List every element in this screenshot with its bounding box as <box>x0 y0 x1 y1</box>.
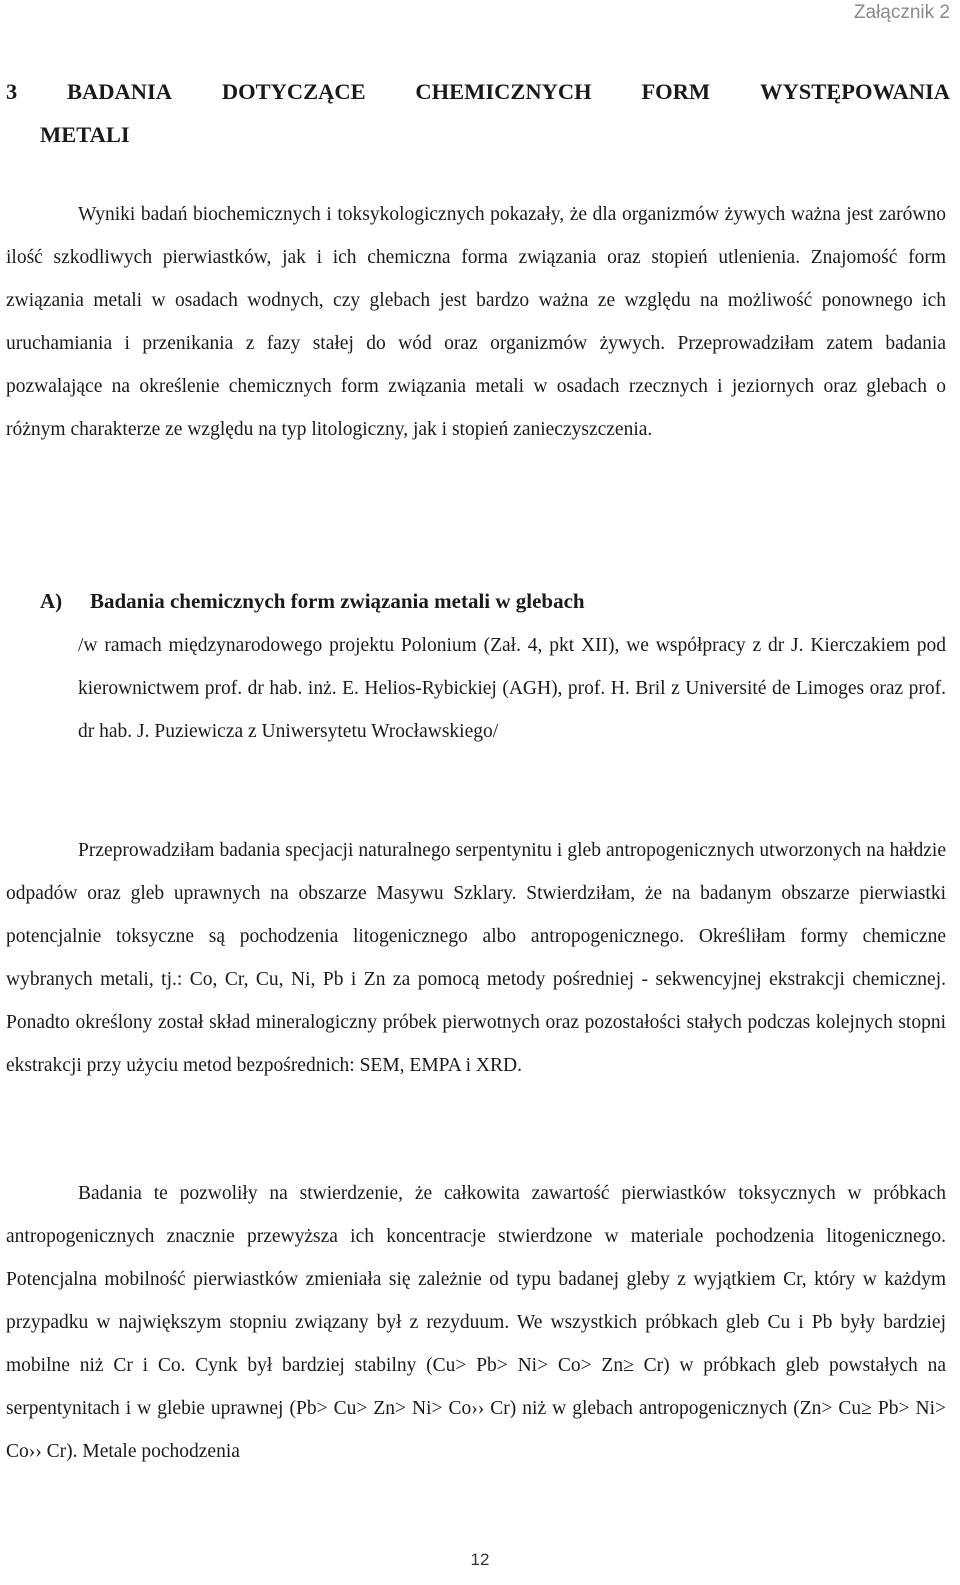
attachment-label: Załącznik 2 <box>853 2 950 23</box>
chapter-title-word: BADANIA <box>67 79 173 104</box>
section-a-heading <box>40 580 946 623</box>
chapter-title-word: DOTYCZĄCE <box>221 79 366 104</box>
chapter-heading <box>6 70 950 156</box>
chapter-heading-line-1 <box>6 70 950 113</box>
chapter-title-word: WYSTĘPOWANIA <box>759 79 950 104</box>
intro-paragraph: Wyniki badań biochemicznych i toksykologicznych pokazały, że dla organizmów żywych ważna jest zarówno ilość szkodliwych pierwiastków, jak i ich chemiczna forma związania oraz stopień utlenienia. Znajomość form związania metali w osadach wodnych, czy glebach jest bardzo ważna ze względu na możliwość ponownego ich uruchamiania i przenikania z fazy stałej do wód oraz organizmów żywych. Przeprowadziłam zatem badania pozwalające na określenie chemicznych form związania metali w osadach rzecznych i jeziornych oraz glebach o różnym charakterze ze względu na typ litologiczny, jak i stopień zanieczyszczenia. <box>6 204 946 440</box>
project-note: /w ramach międzynarodowego projektu Polonium (Zał. 4, pkt XII), we współpracy z dr J. Kierczakiem pod kierownictwem prof. dr hab. inż. E. Helios-Rybickiej (AGH), prof. H. Bril z Université de Limoges oraz prof. dr hab. J. Puziewicza z Uniwersytetu Wrocławskiego/ <box>78 635 946 742</box>
body-paragraph-1: Przeprowadziłam badania specjacji naturalnego serpentynitu i gleb antropogenicznych utworzonych na hałdzie odpadów oraz gleb uprawnych na obszarze Masywu Szklary. Stwierdziłam, że na badanym obszarze pierwiastki potencjalnie toksyczne są pochodzenia litogenicznego albo antropogenicznego. Określiłam formy chemiczne wybranych metali, tj.: Co, Cr, Cu, Ni, Pb i Zn za pomocą metody pośredniej - sekwencyjnej ekstrakcji chemicznej. Ponadto określony został skład mineralogiczny próbek pierwotnych oraz pozostałości stałych podczas kolejnych stopni ekstrakcji przy użyciu metod bezpośrednich: SEM, EMPA i XRD. <box>6 840 946 1076</box>
section-letter: A) <box>40 589 63 613</box>
chapter-title-word: FORM <box>641 79 711 104</box>
page-number: 12 <box>470 1550 490 1569</box>
section-title: Badania chemicznych form związania metali w glebach <box>90 589 585 613</box>
chapter-number: 3 <box>6 79 18 104</box>
chapter-heading-line-2: METALI <box>40 122 130 147</box>
chapter-title-word: CHEMICZNYCH <box>415 79 592 104</box>
body-paragraph-2: Badania te pozwoliły na stwierdzenie, że całkowita zawartość pierwiastków toksycznych w próbkach antropogenicznych znacznie przewyższa ich koncentracje stwierdzone w materiale pochodzenia litogenicznego. Potencjalna mobilność pierwiastków zmieniała się zależnie od typu badanej gleby z wyjątkiem Cr, który w każdym przypadku w największym stopniu związany był z rezyduum. We wszystkich próbkach gleb Cu i Pb były bardziej mobilne niż Cr i Co. Cynk był bardziej stabilny (Cu> Pb> Ni> Co> Zn≥ Cr) w próbkach gleb powstałych na serpentynitach i w glebie uprawnej (Pb> Cu> Zn> Ni> Co›› Cr) niż w glebach antropogenicznych (Zn> Cu≥ Pb> Ni> Co›› Cr). Metale pochodzenia <box>6 1183 946 1462</box>
